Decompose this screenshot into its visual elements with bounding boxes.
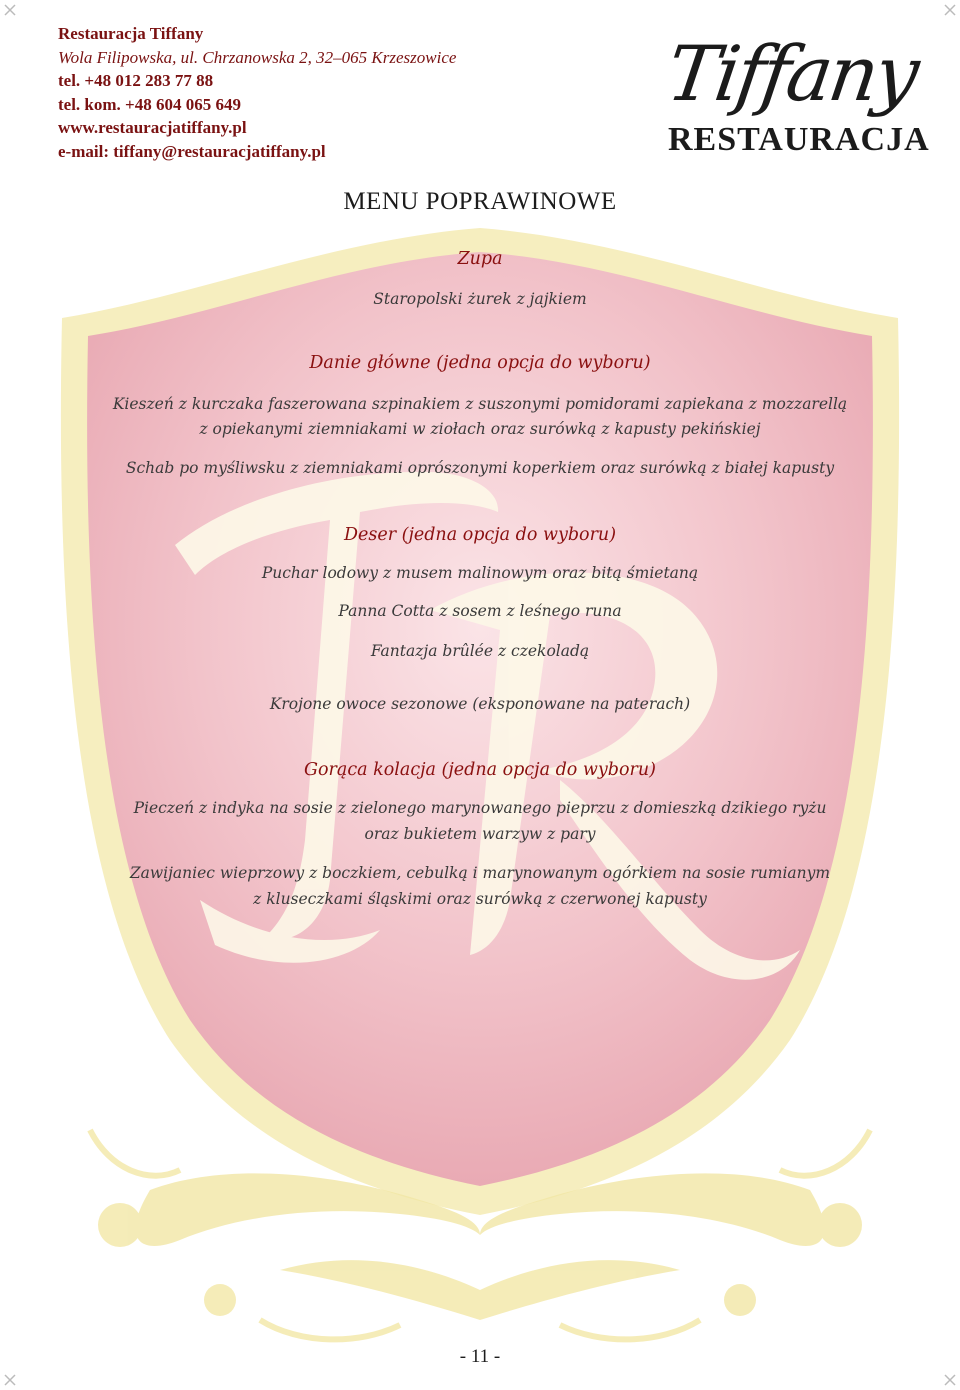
logo-subtitle: RESTAURACJA <box>668 121 930 158</box>
supper-item: oraz bukietem warzyw z pary <box>364 825 596 843</box>
main-course-item: z opiekanymi ziemniakami w ziołach oraz surówką z kapusty pekińskiej <box>199 420 761 438</box>
mobile-phone: tel. kom. +48 604 065 649 <box>58 94 241 114</box>
soup-item: Staropolski żurek z jajkiem <box>373 290 587 308</box>
main-course-heading: Danie główne (jedna opcja do wyboru) <box>309 353 651 373</box>
contact-block <box>58 22 456 163</box>
main-course-item: Schab po myśliwsku z ziemniakami oprószonymi koperkiem oraz surówką z białej kapusty <box>125 459 835 477</box>
website-link[interactable]: www.restauracjatiffany.pl <box>58 118 247 137</box>
dessert-item: Fantazja brûlée z czekoladą <box>370 642 590 660</box>
corner-mark-bottom-right <box>944 1374 956 1386</box>
address: Wola Filipowska, ul. Chrzanowska 2, 32–065 Krzeszowice <box>58 47 457 67</box>
soup-heading: Zupa <box>457 249 503 269</box>
restaurant-name: Restauracja Tiffany <box>58 24 204 43</box>
corner-mark-bottom-left <box>4 1374 16 1386</box>
fruit-item: Krojone owoce sezonowe (eksponowane na paterach) <box>269 695 691 713</box>
dessert-item: Panna Cotta z sosem z leśnego runa <box>338 602 622 620</box>
supper-item: Pieczeń z indyka na sosie z zielonego marynowanego pieprzu z domieszką dzikiego ryżu <box>133 799 827 817</box>
phone: tel. +48 012 283 77 88 <box>58 71 214 90</box>
corner-mark-top-left <box>4 4 16 16</box>
page-number: - 11 - <box>459 1346 501 1367</box>
menu-title: MENU POPRAWINOWE <box>343 188 617 215</box>
logo-script: Tiffany <box>661 29 922 118</box>
dessert-item: Puchar lodowy z musem malinowym oraz bitą śmietaną <box>261 564 699 582</box>
corner-mark-top-right <box>944 4 956 16</box>
supper-heading: Gorąca kolacja (jedna opcja do wyboru) <box>304 760 656 780</box>
supper-item: z kluseczkami śląskimi oraz surówką z czerwonej kapusty <box>253 890 707 908</box>
supper-item: Zawijaniec wieprzowy z boczkiem, cebulką i marynowanym ogórkiem na sosie rumianym <box>129 864 831 882</box>
dessert-heading: Deser (jedna opcja do wyboru) <box>343 525 617 545</box>
email-link[interactable]: e-mail: tiffany@restauracjatiffany.pl <box>58 141 326 161</box>
tiffany-logo <box>661 28 930 168</box>
main-course-item: Kieszeń z kurczaka faszerowana szpinakiem z suszonymi pomidorami zapiekana z mozzarellą <box>112 395 848 413</box>
